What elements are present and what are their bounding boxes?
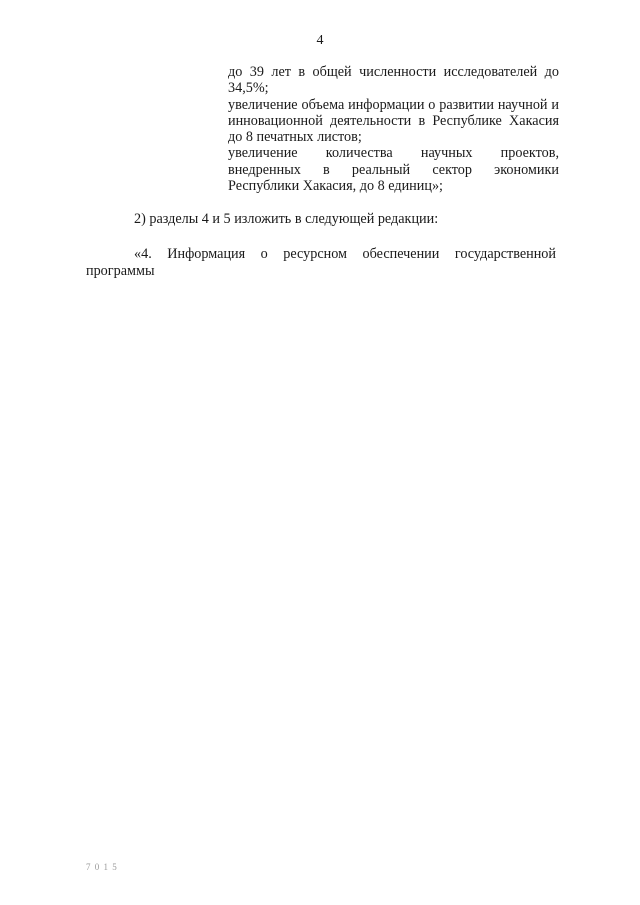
list-item: до 39 лет в общей численности исследователей до 34,5%; — [228, 64, 559, 97]
indicator-list — [228, 64, 559, 194]
amendment-paragraph: 2) разделы 4 и 5 изложить в следующей редакции: — [134, 211, 439, 227]
footer-mark: 7 0 1 5 — [86, 862, 118, 872]
page-number: 4 — [316, 33, 324, 48]
list-item: увеличение количества научных проектов, внедренных в реальный сектор экономики Республики Хакасия, до 8 единиц»; — [228, 145, 559, 195]
section-heading: «4. Информация о ресурсном обеспечении государственной программы — [86, 246, 556, 279]
list-item: увеличение объема информации о развитии научной и инновационной деятельности в Республике Хакасия до 8 печатных листов; — [228, 96, 559, 146]
